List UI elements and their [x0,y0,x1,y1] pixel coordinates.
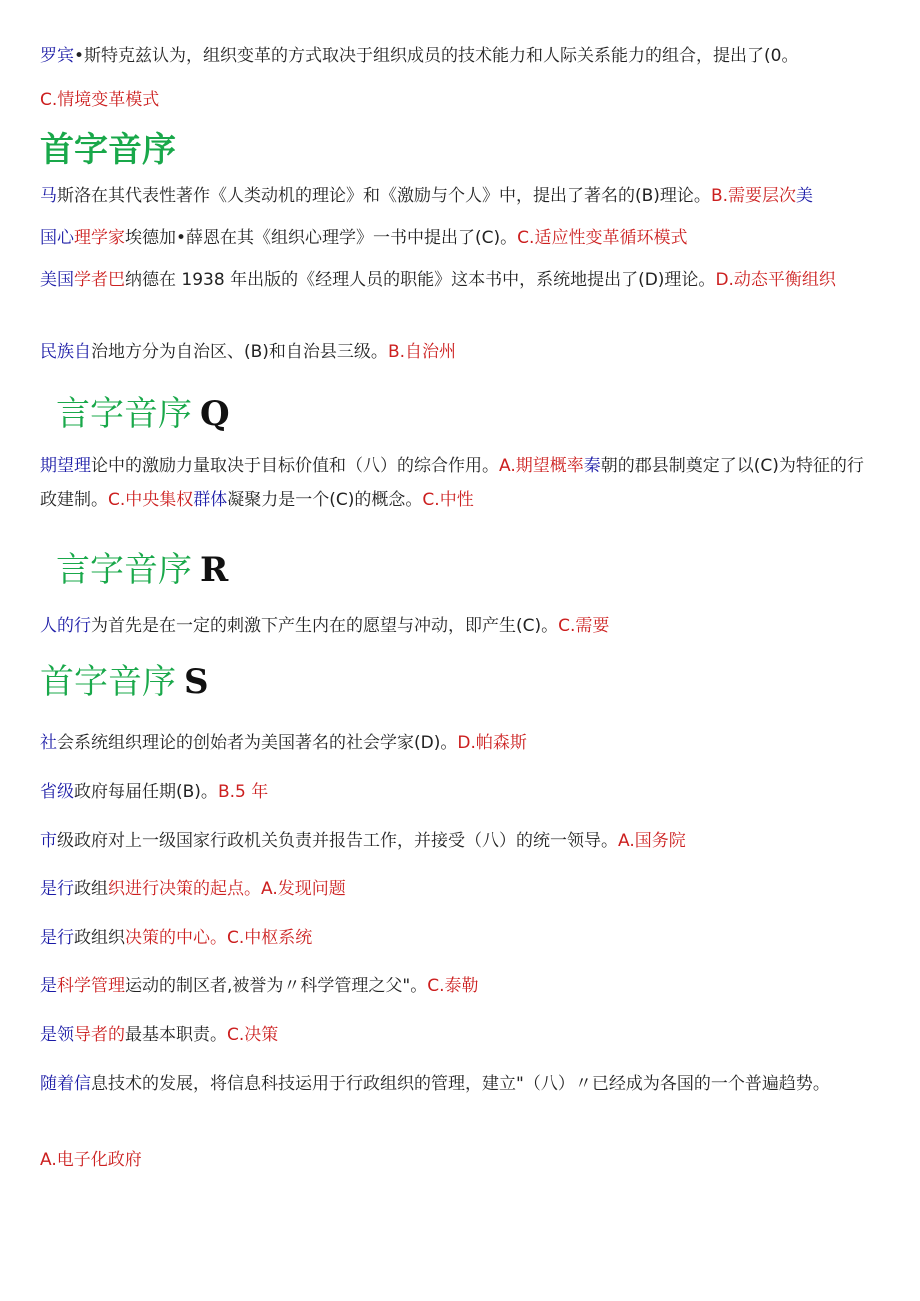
section-heading: 言字音序 R [56,550,229,590]
text-line: 国心理学家埃德加•薛恩在其《组织心理学》一书中提出了(C)。C.适应性变革循环模式 [40,228,688,248]
text-line: 美国学者巴纳德在 1938 年出版的《经理人员的职能》这本书中，系统地提出了(D)理论。D.动态平衡组织 [40,270,836,290]
text-line: 是行政组织决策的中心。C.中枢系统 [40,928,313,948]
answer-line: A.电子化政府 [40,1150,142,1170]
text-line: 民族自治地方分为自治区、(B)和自治县三级。B.自治州 [40,342,457,362]
section-heading: 言字音序 Q [56,394,230,434]
section-heading: 首字音序 [40,130,176,170]
text-line: 省级政府每届任期(B)。B.5 年 [40,782,269,802]
answer-line: C.情境变革模式 [40,90,160,110]
text-line: 市级政府对上一级国家行政机关负责并报告工作，并接受（八）的统一领导。A.国务院 [40,831,686,851]
text-line: 马斯洛在其代表性著作《人类动机的理论》和《激励与个人》中，提出了著名的(B)理论。B.需要层次美 [40,186,814,206]
text-line: 期望理论中的激励力量取决于目标价值和（八）的综合作用。A.期望概率秦朝的郡县制奠定了以(C)为特征的行政建制。C.中央集权群体凝聚力是一个(C)的概念。C.中性 [40,456,864,510]
text-line: 社会系统组织理论的创始者为美国著名的社会学家(D)。D.帕森斯 [40,733,527,753]
text-line: 是领导者的最基本职责。C.决策 [40,1025,279,1045]
text-line: 是行政组织进行决策的起点。A.发现问题 [40,879,346,899]
text-line: 罗宾•斯特克兹认为，组织变革的方式取决于组织成员的技术能力和人际关系能力的组合，提出了(0。 [40,46,799,66]
section-heading: 首字音序 S [40,662,209,702]
text-line: 是科学管理运动的制区者,被誉为〃科学管理之父"。C.泰勒 [40,976,479,996]
text-line: 随着信息技术的发展，将信息科技运用于行政组织的管理，建立"（八）〃已经成为各国的一个普遍趋势。 [40,1074,830,1094]
text-line: 人的行为首先是在一定的刺激下产生内在的愿望与冲动，即产生(C)。C.需要 [40,616,610,636]
